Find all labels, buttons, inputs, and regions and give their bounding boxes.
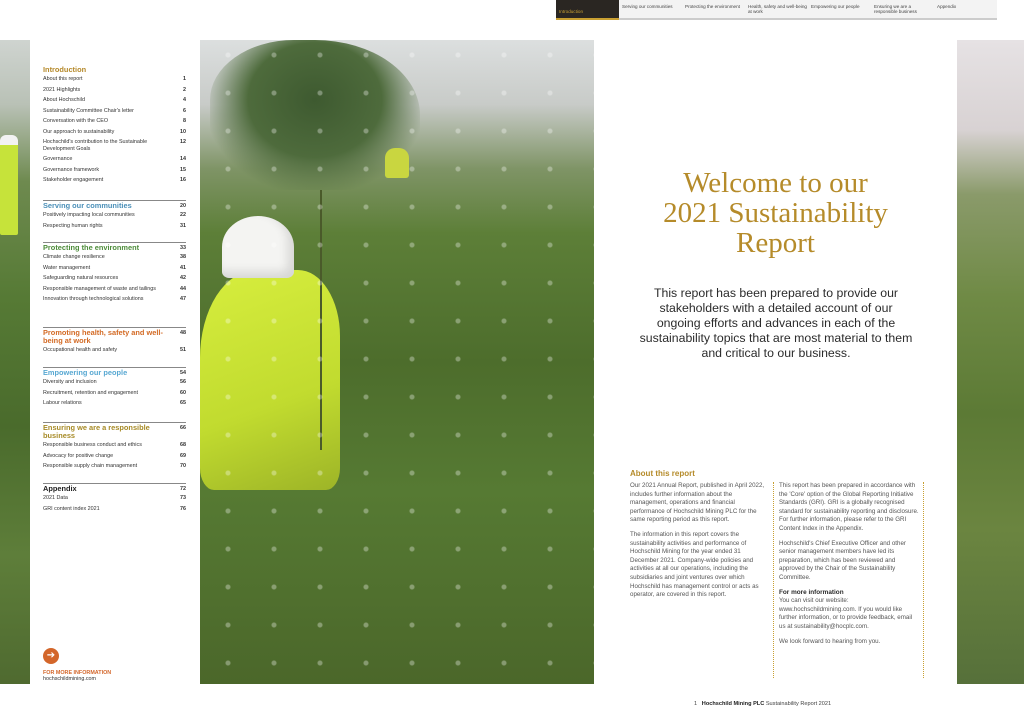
toc-item[interactable] — [43, 388, 186, 399]
toc-item-label: Advocacy for positive change — [43, 452, 114, 459]
page-footer — [694, 701, 831, 707]
toc-heading-label: Empowering our people — [43, 368, 128, 377]
toc-item-label: Our approach to sustainability — [43, 128, 115, 135]
toc-page-number: 69 — [180, 452, 186, 459]
title-line: Report — [736, 227, 815, 259]
toc-section-heading[interactable] — [43, 244, 186, 252]
toc-heading-label: Promoting health, safety and well-being at work — [43, 328, 163, 345]
toc-page-number: 1 — [183, 76, 186, 82]
toc-item-label: Responsible supply chain management — [43, 463, 138, 469]
toc-item[interactable] — [43, 493, 186, 504]
paragraph: Hochschild's Chief Executive Officer and other senior management members have led its preparation, which has been reviewed and approved by the Chair of the Sustainability Committee. — [779, 539, 906, 581]
nav-tab[interactable]: Serving our communities — [619, 0, 682, 20]
toc-page-number: 33 — [180, 245, 186, 251]
paragraph: You can visit our website: www.hochschildmining.com. If you would like further information, or to provide feedback, email us at sustainability@hocplc.com. — [779, 597, 913, 630]
toc-item[interactable] — [43, 154, 186, 165]
toc-item[interactable] — [43, 461, 186, 472]
toc-item-label: GRI content index 2021 — [43, 505, 100, 512]
toc-item-label: Climate change resilience — [43, 254, 105, 260]
nav-tab[interactable]: Ensuring we are a responsible business — [871, 0, 934, 20]
title-line: 2021 Sustainability — [663, 197, 888, 229]
about-heading: About this report — [630, 469, 695, 478]
toc-item-label: About this report — [43, 76, 83, 82]
toc-item-label: Positively impacting local communities — [43, 212, 135, 218]
toc-item[interactable] — [43, 210, 186, 221]
toc-page-number: 60 — [180, 389, 186, 396]
toc-item[interactable] — [43, 440, 186, 451]
toc-page-number: 68 — [180, 442, 186, 448]
toc-item-label: Diversity and inclusion — [43, 379, 97, 385]
toc-page-number: 70 — [180, 463, 186, 469]
toc-item[interactable] — [43, 294, 186, 305]
about-column-1 — [630, 482, 770, 606]
toc-page-number: 4 — [183, 97, 186, 103]
arrow-icon: ➔ — [43, 648, 59, 664]
toc-section-heading[interactable] — [43, 424, 186, 440]
title-line: Welcome to our — [683, 167, 868, 199]
toc-item[interactable] — [43, 95, 186, 106]
nav-tab[interactable]: Appendix — [934, 0, 997, 20]
toc-section — [43, 66, 186, 186]
toc-page-number: 42 — [180, 275, 186, 281]
toc-item-label: Water management — [43, 264, 91, 271]
toc-page-number: 47 — [180, 296, 186, 302]
nav-tab[interactable]: Introduction — [556, 0, 619, 20]
toc-section — [43, 325, 186, 356]
intro-paragraph: This report has been prepared to provide our stakeholders with a detailed account of our ongoing efforts and advances in each of the sustainability topics that are most material to them and critical to our business. — [639, 286, 913, 360]
toc-item[interactable] — [43, 74, 186, 85]
toc-item-label: Sustainability Committee Chair's letter — [43, 107, 134, 114]
toc-item[interactable] — [43, 137, 186, 154]
toc-section-heading[interactable] — [43, 329, 186, 345]
toc-page-number: 12 — [180, 139, 186, 145]
toc-item-label: Governance framework — [43, 166, 100, 173]
toc-item[interactable] — [43, 273, 186, 284]
toc-item-label: About Hochschild — [43, 97, 85, 103]
toc-page-number: 73 — [180, 495, 186, 501]
toc-item-label: Hochschild's contribution to the Sustainable Development Goals — [43, 139, 148, 152]
toc-page-number: 72 — [180, 486, 186, 492]
toc-item-label: Labour relations — [43, 400, 82, 406]
more-info-link[interactable]: hochschildmining.com — [43, 676, 97, 682]
section-tabs — [556, 0, 997, 22]
nav-tab[interactable]: Protecting the environment — [682, 0, 745, 20]
toc-item[interactable] — [43, 263, 186, 274]
toc-page-number: 48 — [180, 330, 186, 336]
toc-item-label: Conversation with the CEO — [43, 118, 109, 124]
toc-page-number: 10 — [180, 128, 186, 135]
paragraph: This report has been prepared in accordance with the 'Core' option of the Global Reporting Initiative Standards (GRI). GRI is a globally recognised standard for sustainability reporting and disclosure. For further information, please refer to the GRI Content Index in the Appendix. — [779, 482, 919, 532]
toc-section — [43, 365, 186, 409]
about-column-2 — [779, 482, 919, 652]
toc-item[interactable] — [43, 398, 186, 409]
toc-item-label: 2021 Highlights — [43, 86, 81, 93]
page-number: 1 — [694, 701, 698, 707]
toc-item[interactable] — [43, 127, 186, 138]
toc-item[interactable] — [43, 451, 186, 462]
toc-item-label: Stakeholder engagement — [43, 177, 104, 183]
toc-page-number: 44 — [180, 285, 186, 292]
toc-page-number: 41 — [180, 264, 186, 271]
toc-item-label: Respecting human rights — [43, 222, 103, 229]
toc-heading-label: Protecting the environment — [43, 243, 140, 252]
toc-item-label: 2021 Data — [43, 495, 68, 501]
toc-section-heading[interactable] — [43, 369, 186, 377]
toc-item-label: Occupational health and safety — [43, 347, 118, 353]
toc-page-number: 31 — [180, 222, 186, 229]
toc-page-number: 8 — [183, 118, 186, 124]
toc-item[interactable] — [43, 85, 186, 96]
toc-page-number: 16 — [180, 177, 186, 183]
toc-item[interactable] — [43, 116, 186, 127]
toc-item-label: Responsible business conduct and ethics — [43, 442, 142, 448]
toc-section-heading[interactable] — [43, 66, 186, 74]
company-name: Hochschild Mining PLC — [701, 701, 765, 707]
toc-page-number: 6 — [183, 107, 186, 114]
toc-heading-label: Ensuring we are a responsible business — [43, 423, 150, 440]
toc-page-number: 2 — [183, 86, 186, 93]
paragraph: The information in this report covers the sustainability activities and performance of Hochschild Mining for the year ended 31 December 2021. Company-wide policies and activities at all our operations, including the subsidiaries and joint ventures over which Hochschild has management control or acts as operator, are covered in this report. — [630, 530, 759, 599]
toc-heading-label: Serving our communities — [43, 201, 132, 210]
toc-item-label: Innovation through technological solutions — [43, 296, 144, 302]
toc-item-label: Responsible management of waste and tailings — [43, 285, 156, 292]
toc-page-number: 20 — [180, 203, 186, 209]
toc-item-label: Recruitment, retention and engagement — [43, 389, 138, 396]
toc-heading-label: Introduction — [43, 65, 87, 74]
page-title — [594, 168, 957, 258]
column-divider — [923, 482, 924, 678]
worker-figure — [0, 135, 18, 235]
toc-page-number: 54 — [180, 370, 186, 376]
toc-page-number: 76 — [180, 505, 186, 512]
table-of-contents — [30, 40, 200, 684]
right-photo-strip — [957, 40, 1024, 684]
document-name: Sustainability Report 2021 — [765, 701, 832, 707]
left-photo-strip — [0, 40, 30, 684]
toc-item-label: Safeguarding natural resources — [43, 275, 119, 281]
toc-item[interactable] — [43, 252, 186, 263]
toc-page-number: 22 — [180, 212, 186, 218]
toc-section-heading[interactable] — [43, 202, 186, 210]
paragraph: Our 2021 Annual Report, published in April 2022, includes further information about the management, operations and financial performance of Hochschild Mining PLC for the same reporting period as this report. — [630, 482, 765, 524]
toc-item[interactable] — [43, 504, 186, 515]
toc-page-number: 14 — [180, 156, 186, 162]
toc-page-number: 15 — [180, 166, 186, 173]
toc-heading-label: Appendix — [43, 484, 77, 493]
toc-section — [43, 198, 186, 231]
toc-page-number: 38 — [180, 254, 186, 260]
toc-section — [43, 240, 186, 305]
paragraph: We look forward to hearing from you. — [779, 637, 881, 645]
more-info-title: FOR MORE INFORMATION — [43, 670, 112, 676]
toc-item-label: Governance — [43, 156, 73, 162]
toc-item[interactable] — [43, 165, 186, 176]
toc-item[interactable] — [43, 377, 186, 388]
toc-item[interactable] — [43, 175, 186, 186]
more-info-heading: For more information — [779, 588, 844, 596]
column-divider — [773, 482, 774, 678]
toc-section — [43, 481, 186, 514]
toc-section — [43, 420, 186, 472]
toc-item[interactable] — [43, 221, 186, 232]
toc-page-number: 56 — [180, 379, 186, 385]
toc-page-number: 66 — [180, 425, 186, 431]
clover-flowers — [200, 40, 594, 684]
more-info-block[interactable] — [43, 648, 111, 682]
toc-section-heading[interactable] — [43, 485, 186, 493]
toc-item[interactable] — [43, 106, 186, 117]
cover-photo — [200, 40, 594, 684]
toc-item[interactable] — [43, 345, 186, 356]
nav-tab[interactable]: Health, safety and well-being at work — [745, 0, 808, 20]
nav-tab[interactable]: Empowering our people — [808, 0, 871, 20]
toc-page-number: 51 — [180, 347, 186, 353]
toc-item[interactable] — [43, 284, 186, 295]
toc-page-number: 65 — [180, 400, 186, 406]
